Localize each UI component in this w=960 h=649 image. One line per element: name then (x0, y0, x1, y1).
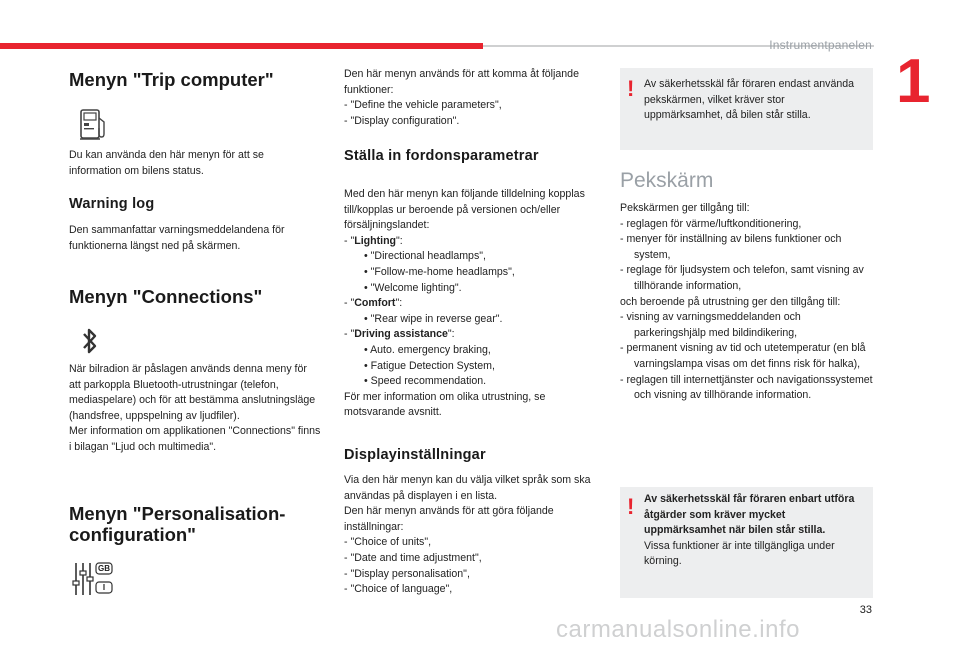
warning-exclamation-icon: ! (627, 76, 635, 101)
header-red-bar (0, 43, 483, 49)
warning-log-text: Den sammanfattar varningsmeddelandena för funktionerna längst ned på skärmen. (69, 224, 285, 252)
touchscreen-item: - menyer för inställning av bilens funktioner och system, (620, 233, 842, 261)
connections-title-block (69, 286, 262, 307)
intro-item: - "Display configuration". (344, 114, 460, 127)
touchscreen-item: - reglage för ljudsystem och telefon, samt visning av tillhörande information, (620, 264, 864, 292)
display-text-1: Via den här menyn kan du välja vilket språk som ska användas på displayen i en lista. (344, 474, 591, 502)
display-item: - "Date and time adjustment", (344, 551, 482, 564)
display-title-block (344, 447, 486, 463)
trip-computer-title: Menyn "Trip computer" (69, 69, 274, 90)
lighting-item: • "Follow-me-home headlamps", (364, 265, 515, 278)
personalisation-title-line2: configuration" (69, 524, 196, 545)
driving-item: • Speed recommendation. (364, 375, 487, 388)
driving-item: • Fatigue Detection System, (364, 359, 495, 372)
touchscreen-item: - permanent visning av tid och utetemperatur (en blå varningslampa visas om det finns risk för halka), (620, 342, 866, 370)
gb-label: GB (98, 564, 110, 573)
warning-log-title: Warning log (69, 196, 155, 212)
params-title: Ställa in fordonsparametrar (344, 148, 539, 164)
section-title: Instrumentpanelen (769, 38, 872, 52)
touchscreen-item: - reglagen för värme/luftkonditionering, (620, 217, 802, 230)
safety-note-2-text (644, 492, 866, 570)
warning-log-block (69, 196, 154, 212)
params-title-block (344, 148, 539, 164)
trip-title-block (69, 69, 319, 90)
touchscreen-body (620, 201, 875, 404)
connections-paragraph-1: När bilradion är påslagen används denna meny för att parkoppla Bluetooth-utrustningar (telefon, mediaspelare) och för att bestämma anslutningsläge (handsfree, uppspelning av ljudfiler). (69, 363, 316, 422)
fuel-pump-icon (79, 108, 109, 147)
safety-note-1 (620, 68, 873, 150)
comfort-label-row: - "Comfort": (344, 297, 403, 310)
driving-label-row: - "Driving assistance": (344, 328, 455, 341)
i-label: I (102, 583, 106, 592)
personalisation-title-block (69, 503, 329, 545)
display-text-2: Den här menyn används för att göra följande inställningar: (344, 505, 554, 533)
lighting-item: • "Directional headlamps", (364, 250, 486, 263)
personalisation-title-line1: Menyn "Personalisation- (69, 503, 286, 524)
display-body (344, 473, 594, 598)
display-item: - "Choice of language", (344, 583, 453, 596)
safety-note-2 (620, 487, 873, 598)
safety-note-2-bold: Av säkerhetsskäl får föraren enbart utföra åtgärder som kräver mycket uppmärksamhet när bilen står stilla. (644, 493, 855, 537)
bluetooth-icon (81, 326, 99, 361)
display-item: - "Choice of units", (344, 536, 432, 549)
connections-text (69, 362, 321, 456)
driving-item: • Auto. emergency braking, (364, 343, 491, 356)
lighting-label-row: - "Lighting": (344, 234, 403, 247)
params-intro: Med den här menyn kan följande tilldelning kopplas till/kopplas ur beroende på versionen och/eller försäljningslandet: (344, 188, 585, 232)
lighting-item: • "Welcome lighting". (364, 281, 462, 294)
intro-item: - "Define the vehicle parameters", (344, 99, 502, 112)
params-body (344, 187, 594, 421)
display-title: Displayinställningar (344, 447, 486, 463)
comfort-item: • "Rear wipe in reverse gear". (364, 312, 503, 325)
watermark: carmanualsonline.info (556, 616, 800, 643)
params-outro: För mer information om olika utrustning, se motsvarande avsnitt. (344, 390, 546, 419)
page-number: 33 (859, 604, 872, 616)
touchscreen-item: - visning av varningsmeddelanden och parkeringshjälp med bildindikering, (620, 311, 801, 339)
display-item: - "Display personalisation", (344, 567, 470, 580)
safety-note-1-text: Av säkerhetsskäl får föraren endast använda pekskärmen, vilket kräver stor uppmärksamhet, då bilen står stilla. (644, 78, 855, 122)
settings-sliders-icon (72, 561, 114, 602)
touchscreen-item: - reglagen till internettjänster och navigationssystemet och visning av tillhörande information. (620, 373, 873, 402)
intro-text: Den här menyn används för att komma åt följande funktioner: (344, 68, 579, 96)
connections-title: Menyn "Connections" (69, 286, 263, 307)
col2-intro (344, 67, 594, 129)
warning-exclamation-icon: ! (627, 494, 635, 519)
touchscreen-mid: och beroende på utrustning ger den tillgång till: (620, 295, 841, 308)
trip-computer-text: Du kan använda den här menyn för att se information om bilens status. (69, 149, 264, 177)
safety-note-2-normal: Vissa funktioner är inte tillgängliga under körning. (644, 539, 835, 568)
touchscreen-title: Pekskärm (620, 169, 714, 192)
touchscreen-intro: Pekskärmen ger tillgång till: (620, 202, 750, 214)
connections-paragraph-2: Mer information om applikationen "Connections" finns i bilagan "Ljud och multimedia". (69, 425, 321, 453)
chapter-number: 1 (896, 47, 931, 116)
